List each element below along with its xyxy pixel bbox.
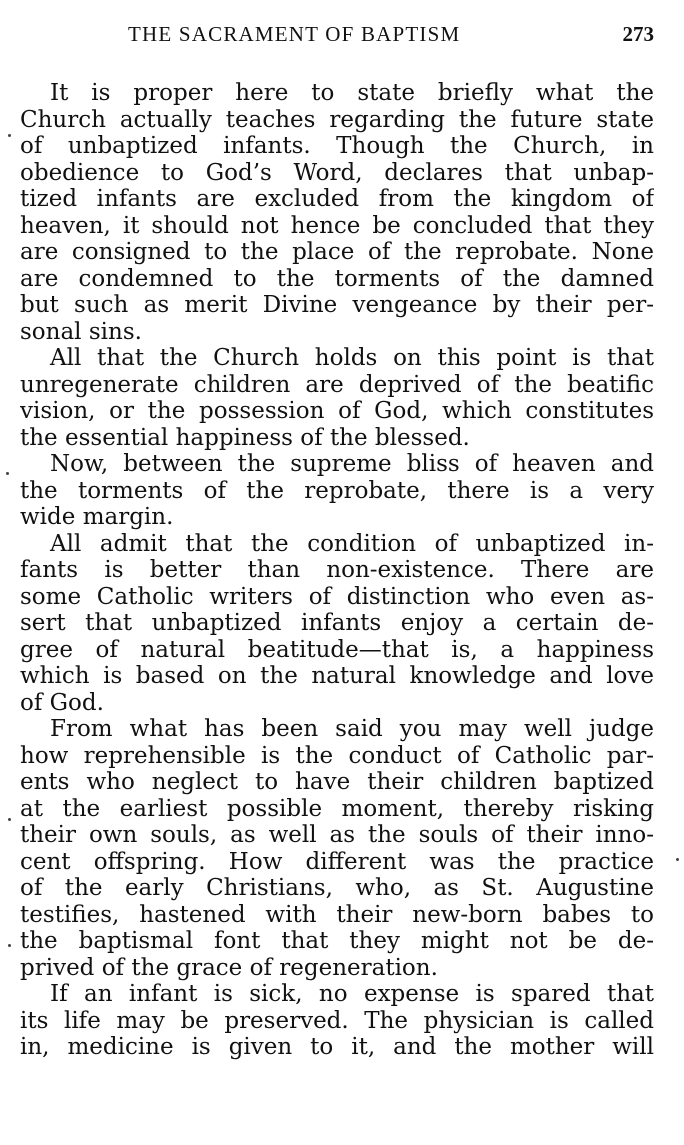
text-line: tized infants are excluded from the kingdom of <box>20 186 654 212</box>
scan-speck <box>8 818 11 821</box>
text-line: fants is better than non-existence. There are <box>20 557 654 583</box>
text-line: If an infant is sick, no expense is spared that <box>50 981 654 1007</box>
text-line: the baptismal font that they might not be de- <box>20 928 654 954</box>
text-line: Church actually teaches regarding the future state <box>20 106 654 133</box>
text-line: vision, or the possession of God, which constitutes <box>20 398 654 424</box>
text-line: of the early Christians, who, as St. Augustine <box>20 875 654 901</box>
text-line: the torments of the reprobate, there is a very <box>20 477 654 504</box>
text-line: their own souls, as well as the souls of their inno- <box>20 822 654 848</box>
text-line: the essential happiness of the blessed. <box>20 424 470 451</box>
text-line: sert that unbaptized infants enjoy a certain de- <box>20 610 654 636</box>
scan-speck <box>8 134 11 137</box>
text-line: Now, between the supreme bliss of heaven and <box>50 451 654 477</box>
body-text <box>20 80 654 1061</box>
text-line: cent offspring. How different was the practice <box>20 848 654 875</box>
text-line: All that the Church holds on this point is that <box>50 345 654 371</box>
text-line: unregenerate children are deprived of the beatific <box>20 371 654 398</box>
text-line: All admit that the condition of unbaptized in- <box>50 530 654 557</box>
text-line: in, medicine is given to it, and the mother will <box>20 1034 654 1060</box>
text-line: obedience to God’s Word, declares that unbap- <box>20 159 654 186</box>
page-number: 273 <box>622 22 654 46</box>
text-line: It is proper here to state briefly what the <box>50 80 654 106</box>
text-line: which is based on the natural knowledge and love <box>20 663 654 689</box>
text-line: of unbaptized infants. Though the Church, in <box>20 133 654 159</box>
text-line: are condemned to the torments of the damned <box>20 265 654 292</box>
text-line: wide margin. <box>20 504 174 530</box>
text-line: of God. <box>20 689 104 716</box>
text-line: heaven, it should not hence be concluded that they <box>20 212 654 239</box>
running-head <box>20 22 654 50</box>
text-line: ents who neglect to have their children baptized <box>20 769 654 795</box>
text-line: but such as merit Divine vengeance by their per- <box>20 292 654 318</box>
text-line: its life may be preserved. The physician is called <box>20 1007 654 1034</box>
text-line: gree of natural beatitude—that is, a happiness <box>20 636 654 663</box>
scan-speck <box>8 944 11 947</box>
text-line: prived of the grace of regeneration. <box>20 954 438 981</box>
text-line: sonal sins. <box>20 318 142 345</box>
scan-speck <box>676 858 679 861</box>
running-title: THE SACRAMENT OF BAPTISM <box>128 22 461 46</box>
text-line: some Catholic writers of distinction who even as- <box>20 583 654 610</box>
text-line: are consigned to the place of the reprobate. None <box>20 239 654 265</box>
text-line: how reprehensible is the conduct of Catholic par- <box>20 742 654 769</box>
text-line: at the earliest possible moment, thereby risking <box>20 795 654 822</box>
text-line: From what has been said you may well judge <box>50 716 654 742</box>
scan-speck <box>6 472 9 475</box>
text-line: testifies, hastened with their new-born babes to <box>20 901 654 928</box>
